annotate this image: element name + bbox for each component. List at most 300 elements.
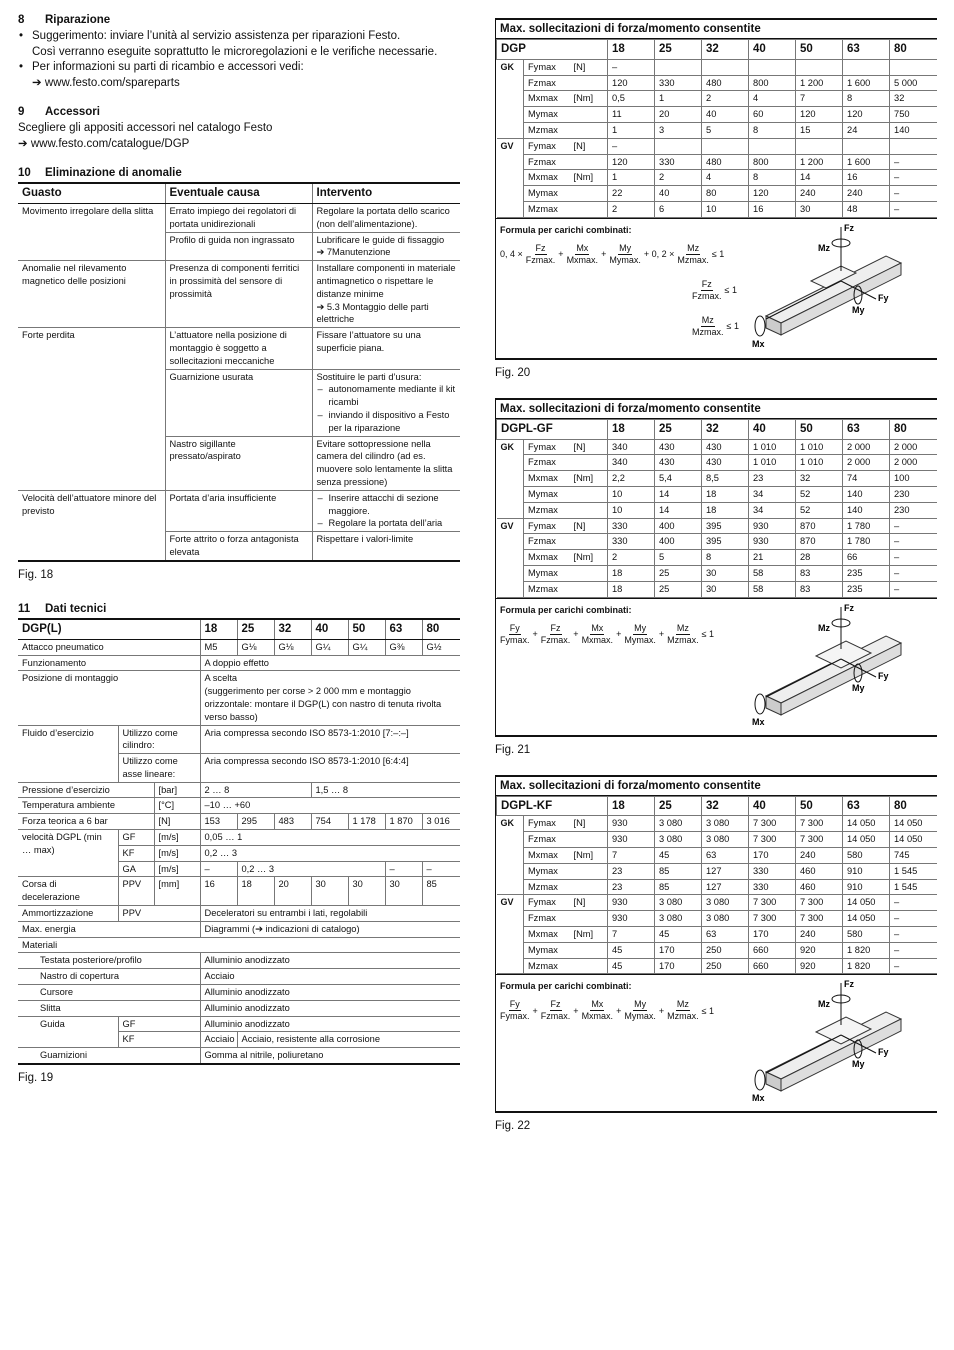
bullet-item: [18, 29, 460, 60]
unit: [N]: [570, 895, 608, 911]
cell: 660: [749, 958, 796, 974]
combined-load-formula: [496, 974, 937, 1111]
row-sublabel: KF: [118, 845, 154, 861]
table-row: [497, 911, 938, 927]
cell: 0,05 … 1: [200, 830, 460, 846]
numerator: My: [634, 622, 647, 633]
numerator: Fz: [535, 242, 546, 253]
axis-drawing: [746, 601, 921, 734]
unit: [N]: [570, 518, 608, 534]
load-table-dgpl-kf: [495, 775, 937, 1114]
cell: 2 000: [890, 439, 938, 455]
label-mz: Mz: [818, 999, 830, 1010]
cell: 2 000: [843, 455, 890, 471]
cell: 28: [796, 550, 843, 566]
text: Diagrammi (: [204, 923, 256, 934]
table-row: [497, 91, 938, 107]
cell: 3 080: [702, 895, 749, 911]
row-label: Forza teorica a 6 bar: [18, 814, 154, 830]
cell: 870: [796, 518, 843, 534]
fraction: [667, 999, 699, 1022]
fault-cell: Anomalie nel rilevamento magnetico delle posizioni: [18, 261, 165, 328]
cell: 32: [890, 91, 937, 107]
cell: 460: [796, 879, 843, 895]
cell: 10: [608, 502, 655, 518]
formula-line: [500, 623, 714, 646]
cell: 3: [655, 122, 702, 138]
column-header: 40: [311, 619, 348, 640]
quantity-label: Fzmax: [524, 534, 570, 550]
quantity-label: Mymax: [524, 486, 570, 502]
cell: 74: [843, 471, 890, 487]
row-label: Pressione d’esercizio: [18, 782, 154, 798]
load-table: [496, 39, 937, 218]
fraction: [500, 999, 530, 1022]
denominator: Mymax.: [624, 634, 656, 645]
table-row: [497, 565, 938, 581]
quantity-label: Mxmax: [524, 847, 570, 863]
table-row: [497, 958, 938, 974]
label-mx: Mx: [752, 338, 765, 349]
denominator: Fzmax.: [692, 290, 722, 301]
column-header: DGP: [497, 40, 608, 60]
row-label: Max. energia: [18, 921, 200, 937]
column-header: 40: [749, 419, 796, 439]
column-header: 63: [843, 419, 890, 439]
cell: 340: [608, 439, 655, 455]
actuator-body: [766, 636, 901, 703]
cell: 52: [796, 486, 843, 502]
cell: 2 000: [890, 455, 938, 471]
cell: 1 545: [890, 879, 937, 895]
cell: [796, 138, 843, 154]
cell: Alluminio anodizzato: [200, 985, 460, 1001]
table-row: [497, 926, 938, 942]
fraction: [609, 243, 641, 266]
table-row: [497, 75, 938, 91]
cell: –: [890, 942, 937, 958]
figure-caption: Fig. 19: [18, 1072, 54, 1085]
cell: 23: [608, 863, 655, 879]
section-10: [18, 167, 460, 581]
cell: 52: [796, 502, 843, 518]
unit: [Nm]: [570, 847, 608, 863]
column-header: 25: [655, 419, 702, 439]
cell: 4: [749, 91, 796, 107]
cell: 18: [608, 565, 655, 581]
cell: 3 080: [655, 911, 702, 927]
numerator: Mx: [591, 622, 604, 633]
denominator: Mxmax.: [566, 254, 599, 265]
unit: [570, 107, 608, 123]
cell: 7: [608, 847, 655, 863]
operator: +: [616, 629, 622, 640]
text: A scelta: [204, 673, 238, 684]
cell: 16: [843, 170, 890, 186]
cell: 2: [655, 170, 702, 186]
cell: [749, 59, 796, 75]
quantity-label: Mxmax: [524, 550, 570, 566]
denominator: Mymax.: [624, 1011, 656, 1022]
cell: 63: [702, 847, 749, 863]
column-header: 32: [702, 419, 749, 439]
column-header: 63: [385, 619, 422, 640]
fraction: [677, 243, 709, 266]
denominator: Fzmax.: [540, 634, 571, 645]
quantity-label: Fymax: [524, 518, 570, 534]
cell: –: [890, 565, 938, 581]
cell: 2,2: [608, 471, 655, 487]
unit: [570, 958, 608, 974]
denominator: Mxmax.: [581, 1011, 614, 1022]
cell: 3 080: [702, 832, 749, 848]
table-row: [497, 942, 938, 958]
figure-caption: Fig. 20: [495, 366, 531, 379]
cell: 7 300: [749, 911, 796, 927]
cell: 14 050: [843, 816, 890, 832]
table-row: [497, 832, 938, 848]
cell: 8: [749, 170, 796, 186]
cause-cell: Profilo di guida non ingrassato: [165, 232, 312, 261]
section-number: 8: [18, 14, 25, 26]
cell: 48: [843, 201, 890, 217]
column-header: 50: [796, 796, 843, 816]
quantity-label: Mzmax: [524, 502, 570, 518]
section-heading: [18, 167, 460, 179]
formula-title: Formula per carichi combinati:: [500, 224, 632, 235]
cell: 330: [655, 75, 702, 91]
label-mz: Mz: [818, 242, 830, 253]
cell: 40: [655, 186, 702, 202]
cell: 330: [655, 154, 702, 170]
row-sublabel: GF: [118, 830, 154, 846]
cell: [702, 138, 749, 154]
cell: 1 010: [796, 439, 843, 455]
column-header: DGPL-KF: [497, 796, 608, 816]
reference-link[interactable]: 5.3 Montaggio delle parti elettriche: [316, 301, 429, 325]
cell: 22: [608, 186, 655, 202]
denominator: Mzmax.: [692, 326, 724, 337]
column-header: 25: [237, 619, 274, 640]
numerator: Mz: [687, 242, 700, 253]
spareparts-link[interactable]: www.festo.com/spareparts: [44, 76, 180, 89]
denominator: Mzmax.: [667, 634, 699, 645]
group-label: GK: [497, 816, 524, 895]
cell: 870: [796, 534, 843, 550]
column-header: Guasto: [18, 183, 165, 204]
cell: 1 200: [796, 75, 843, 91]
column-header: 80: [890, 40, 937, 60]
load-table: [496, 419, 937, 598]
cell: 3 080: [702, 911, 749, 927]
row-label: Corsa di decelerazione: [18, 877, 118, 906]
column-header: 18: [608, 796, 655, 816]
load-table: [496, 796, 937, 975]
figure-caption: Fig. 22: [495, 1120, 531, 1133]
cell: –: [200, 861, 237, 877]
cell: 3 080: [655, 816, 702, 832]
cell: 14 050: [843, 911, 890, 927]
cell: 8,5: [702, 471, 749, 487]
fraction: [500, 623, 530, 646]
cell: 5,4: [655, 471, 702, 487]
quantity-label: Mzmax: [524, 201, 570, 217]
remedy-cell: Rispettare i valori-limite: [312, 532, 460, 561]
quantity-label: Mzmax: [524, 581, 570, 597]
denominator: Fymax.: [500, 1011, 530, 1022]
unit: [N]: [570, 439, 608, 455]
column-header: 18: [608, 40, 655, 60]
fraction: [624, 999, 656, 1022]
text: Installare componenti in materiale antimagnetico o rispettare le distanze minime: [316, 263, 456, 299]
cell: 910: [843, 863, 890, 879]
dash-item: – Inserire attacchi di sezione maggiore.: [317, 492, 457, 518]
quantity-label: Fymax: [524, 59, 570, 75]
cause-cell: Presenza di componenti ferritici in prossimità del sensore di prossimità: [165, 261, 312, 328]
cell: 5: [702, 122, 749, 138]
cell: G⅛: [274, 639, 311, 655]
label-my: My: [852, 1059, 865, 1070]
cell: 0,5: [608, 91, 655, 107]
unit: [570, 186, 608, 202]
table-row: [497, 518, 938, 534]
cell: 1 820: [843, 942, 890, 958]
unit: [570, 581, 608, 597]
row-sublabel: Utilizzo come cilindro:: [118, 725, 200, 754]
arrow-right-icon: ➔: [18, 137, 28, 150]
cell: 32: [796, 471, 843, 487]
unit: [bar]: [154, 782, 200, 798]
cell: 1 780: [843, 518, 890, 534]
column-header: Eventuale causa: [165, 183, 312, 204]
cell: 14 050: [890, 832, 937, 848]
actuator-body: [766, 256, 901, 323]
table-row: [497, 863, 938, 879]
cell: 930: [749, 518, 796, 534]
catalogue-link[interactable]: www.festo.com/catalogue/DGP: [30, 137, 190, 150]
unit: [570, 534, 608, 550]
cell: 2 000: [843, 439, 890, 455]
label-fz: Fz: [844, 979, 854, 990]
column-header: 63: [843, 40, 890, 60]
quantity-label: Fymax: [524, 138, 570, 154]
column-header: 50: [348, 619, 385, 640]
cell: 16: [200, 877, 237, 906]
quantity-label: Fzmax: [524, 911, 570, 927]
quantity-label: Mxmax: [524, 170, 570, 186]
cell: 2: [608, 201, 655, 217]
denominator: Mzmax.: [667, 1011, 699, 1022]
quantity-label: Fymax: [524, 816, 570, 832]
numerator: My: [634, 999, 647, 1010]
cell: [843, 138, 890, 154]
cell: 7 300: [796, 832, 843, 848]
fraction: [624, 623, 656, 646]
cell: 430: [702, 455, 749, 471]
cell: Acciaio, resistente alla corrosione: [237, 1032, 460, 1048]
cell: Alluminio anodizzato: [200, 953, 460, 969]
column-header: DGP(L): [18, 619, 200, 640]
cell: 7 300: [749, 895, 796, 911]
cell: [200, 921, 460, 937]
numerator: Fy: [509, 622, 520, 633]
cell: –: [890, 958, 937, 974]
unit: [570, 201, 608, 217]
unit: [570, 455, 608, 471]
cell: 24: [843, 122, 890, 138]
cell: 85: [655, 879, 702, 895]
column-header: 32: [702, 796, 749, 816]
row-label: Fluido d’esercizio: [18, 725, 118, 782]
row-label: Posizione di montaggio: [18, 671, 200, 725]
group-label: GV: [497, 518, 524, 597]
text: Così verranno eseguite soprattutto le microregolazioni e le verifiche necessarie.: [32, 45, 438, 58]
unit: [N]: [570, 59, 608, 75]
arrow-right-icon: ➔: [316, 301, 325, 312]
cell: 3 016: [422, 814, 460, 830]
operator: ≤ 1: [711, 249, 725, 260]
section-heading: [18, 603, 460, 615]
section-8: [18, 14, 460, 91]
cell: 85: [655, 863, 702, 879]
cell: –: [890, 550, 938, 566]
cell: Acciaio: [200, 1032, 237, 1048]
cause-cell: Errato impiego dei regolatori di portata unidirezionali: [165, 204, 312, 233]
cell: 127: [702, 863, 749, 879]
cell: 1 870: [385, 814, 422, 830]
cell: 3 080: [655, 895, 702, 911]
dash-item: – Regolare la portata dell’aria: [317, 517, 457, 530]
cell: [655, 59, 702, 75]
cell: 1 600: [843, 75, 890, 91]
cell: 240: [796, 926, 843, 942]
cell: 14 050: [843, 832, 890, 848]
denominator: Mxmax.: [581, 634, 614, 645]
cell: 15: [796, 122, 843, 138]
quantity-label: Mymax: [524, 863, 570, 879]
cell: 8: [749, 122, 796, 138]
table-row: [497, 486, 938, 502]
cell: Gomma al nitrile, poliuretano: [200, 1048, 460, 1064]
cell: 140: [843, 502, 890, 518]
unit: [Nm]: [570, 471, 608, 487]
label-mx: Mx: [752, 716, 765, 727]
formula-title: Formula per carichi combinati:: [500, 981, 632, 992]
unit: [570, 863, 608, 879]
label-my: My: [852, 682, 865, 693]
cell: 2: [702, 91, 749, 107]
fraction: [541, 999, 571, 1022]
unit: [m/s]: [154, 861, 200, 877]
cell: 14 050: [843, 895, 890, 911]
unit: [N]: [154, 814, 200, 830]
cell: 235: [843, 581, 890, 597]
label-fy: Fy: [878, 292, 889, 303]
cell: 14 050: [890, 816, 937, 832]
table-row: [497, 879, 938, 895]
denominator: Fzmax.: [540, 1011, 571, 1022]
cell: 83: [796, 581, 843, 597]
cell: 250: [702, 942, 749, 958]
cell: 14: [796, 170, 843, 186]
cell: 30: [385, 877, 422, 906]
cell: –: [890, 518, 938, 534]
figure-caption: Fig. 21: [495, 743, 531, 756]
section-title: Eliminazione di anomalie: [45, 167, 182, 179]
cell: 920: [796, 942, 843, 958]
fraction: [692, 315, 724, 338]
cell: 30: [348, 877, 385, 906]
cell: 330: [749, 879, 796, 895]
group-label: GV: [497, 895, 524, 974]
cell: 1 780: [843, 534, 890, 550]
cell: 127: [702, 879, 749, 895]
quantity-label: Mxmax: [524, 91, 570, 107]
row-label: Guarnizioni: [18, 1048, 200, 1064]
cell: 250: [702, 958, 749, 974]
cell: 2 … 8: [200, 782, 311, 798]
bullet-item: [18, 60, 460, 91]
cell: 16: [749, 201, 796, 217]
quantity-label: Mymax: [524, 942, 570, 958]
cell: 30: [796, 201, 843, 217]
text: Scegliere gli appositi accessori nel catalogo Festo: [18, 122, 273, 134]
unit: [Nm]: [570, 170, 608, 186]
cell: 750: [890, 107, 937, 123]
cell: 10: [608, 486, 655, 502]
table-row: [497, 170, 938, 186]
cell: 170: [655, 942, 702, 958]
numerator: My: [619, 242, 632, 253]
cell: –: [385, 861, 422, 877]
table-row: [497, 154, 938, 170]
cell: 18: [702, 486, 749, 502]
label-fz: Fz: [844, 222, 854, 233]
numerator: Mx: [591, 999, 604, 1010]
fault-cell: Movimento irregolare della slitta: [18, 204, 165, 261]
cell: 340: [608, 455, 655, 471]
cell: Alluminio anodizzato: [200, 1016, 460, 1032]
cell: 800: [749, 75, 796, 91]
cell: 580: [843, 847, 890, 863]
row-sublabel: GF: [118, 1016, 200, 1032]
section-11: [18, 603, 460, 1084]
cell: [796, 59, 843, 75]
cell: 480: [702, 75, 749, 91]
numerator: Mz: [676, 622, 689, 633]
unit: [Nm]: [570, 926, 608, 942]
unit: [570, 486, 608, 502]
cell: [655, 138, 702, 154]
reference-link[interactable]: 7Manutenzione: [326, 247, 391, 258]
remedy-cell: [312, 490, 460, 531]
cell: A doppio effetto: [200, 655, 460, 671]
operator: +: [532, 629, 538, 640]
cell: 0,2 … 3: [237, 861, 385, 877]
cell: 170: [749, 926, 796, 942]
row-label: Guida: [18, 1016, 118, 1048]
cell: 58: [749, 565, 796, 581]
numerator: Fz: [550, 622, 561, 633]
table-row: [497, 816, 938, 832]
column-header: 63: [843, 796, 890, 816]
row-label: velocità DGPL (min … max): [18, 830, 118, 877]
row-label: Attacco pneumatico: [18, 639, 200, 655]
cell: 1 545: [890, 863, 937, 879]
cell: 3 080: [702, 816, 749, 832]
cell: Aria compressa secondo ISO 8573-1:2010 [7:–:–]: [200, 725, 460, 754]
column-header: 25: [655, 796, 702, 816]
